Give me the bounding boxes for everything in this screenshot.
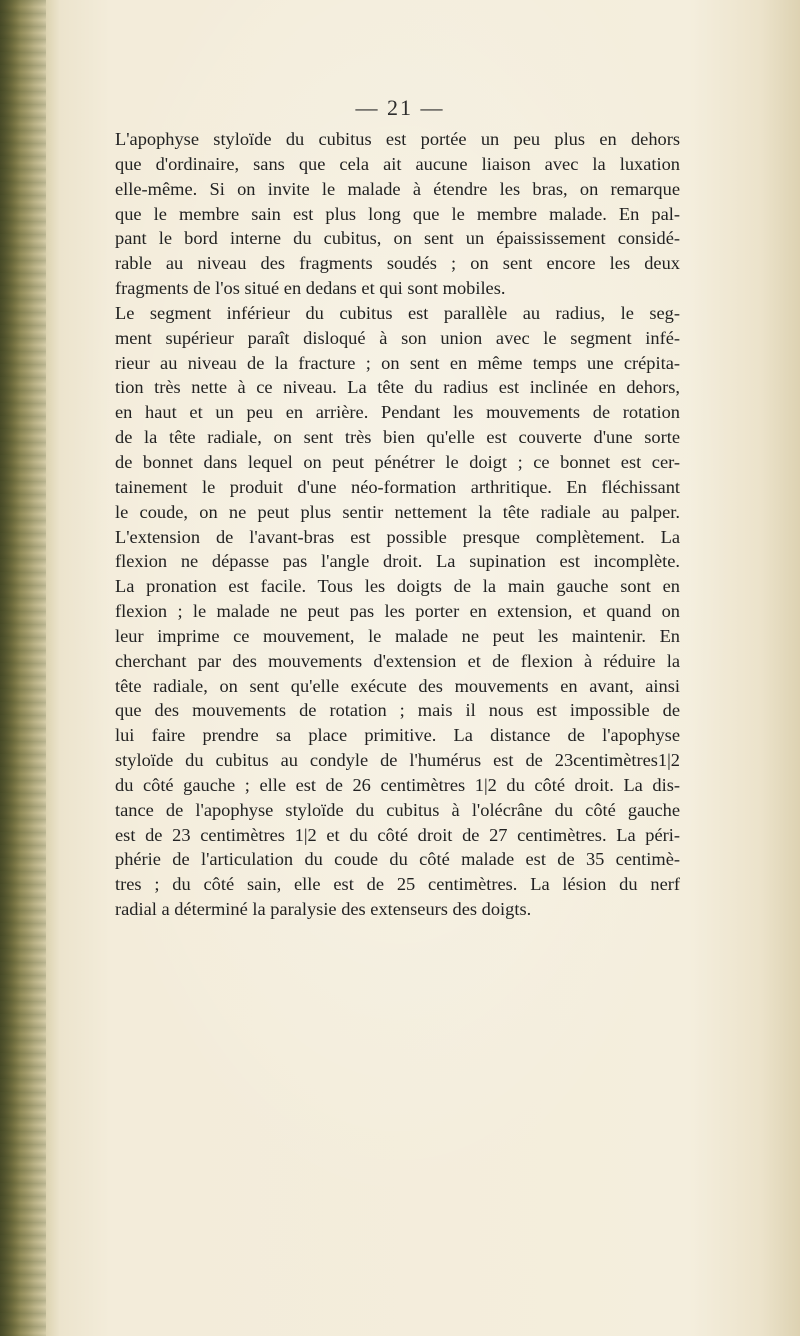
text-line: que d'ordinaire, sans que cela ait aucune liaison avec la luxation [115,153,680,174]
text-line: styloïde du cubitus au condyle de l'humérus est de 23centimètres1|2 [115,750,680,771]
text-line: pant le bord interne du cubitus, on sent un épaississement considé- [115,228,680,249]
text-line: du côté gauche ; elle est de 26 centimètres 1|2 du côté droit. La dis- [115,774,680,795]
text-line: de bonnet dans lequel on peut pénétrer le doigt ; ce bonnet est cer- [115,451,680,472]
book-binding-edge [0,0,46,1336]
text-line: en haut et un peu en arrière. Pendant les mouvements de rotation [115,402,680,423]
text-line: lui faire prendre sa place primitive. La distance de l'apophyse [115,725,680,746]
text-line: tête radiale, on sent qu'elle exécute des mouvements en avant, ainsi [115,675,680,696]
text-line: ment supérieur paraît disloqué à son union avec le segment infé- [115,327,680,348]
text-line: elle-même. Si on invite le malade à étendre les bras, on remarque [115,178,680,199]
text-line: rieur au niveau de la fracture ; on sent en même temps une crépita- [115,352,680,373]
text-line: cherchant par des mouvements d'extension et de flexion à réduire la [115,650,680,671]
text-line: est de 23 centimètres 1|2 et du côté droit de 27 centimètres. La péri- [115,824,680,845]
text-line: que des mouvements de rotation ; mais il nous est impossible de [115,700,680,721]
text-line: flexion ne dépasse pas l'angle droit. La supination est incomplète. [115,551,680,572]
text-line: que le membre sain est plus long que le membre malade. En pal- [115,203,680,224]
text-line: L'extension de l'avant-bras est possible presque complètement. La [115,526,680,547]
text-line: tance de l'apophyse styloïde du cubitus à l'olécrâne du côté gauche [115,799,680,820]
text-line: Le segment inférieur du cubitus est parallèle au radius, le seg- [115,302,680,323]
text-line: tion très nette à ce niveau. La tête du radius est inclinée en dehors, [115,377,680,398]
text-line: leur imprime ce mouvement, le malade ne peut les maintenir. En [115,625,680,646]
text-line: le coude, on ne peut plus sentir nettement la tête radiale au palper. [115,501,680,522]
text-line: phérie de l'articulation du coude du côté malade est de 35 centimè- [115,849,680,870]
text-line: tres ; du côté sain, elle est de 25 centimètres. La lésion du nerf [115,874,680,895]
body-text [115,127,680,922]
text-line: tainement le produit d'une néo-formation arthritique. En fléchissant [115,476,680,497]
text-line: L'apophyse styloïde du cubitus est portée un peu plus en dehors [115,129,680,149]
text-line: de la tête radiale, on sent très bien qu'elle est couverte d'une sorte [115,427,680,448]
text-line: rable au niveau des fragments soudés ; on sent encore les deux [115,253,680,274]
text-line: fragments de l'os situé en dedans et qui sont mobiles. [115,278,506,299]
text-line: flexion ; le malade ne peut pas les porter en extension, et quand on [115,601,680,622]
text-line: radial a déterminé la paralysie des extenseurs des doigts. [115,899,532,920]
text-line: La pronation est facile. Tous les doigts de la main gauche sont en [115,576,680,597]
page-number: — 21 — [355,95,445,120]
